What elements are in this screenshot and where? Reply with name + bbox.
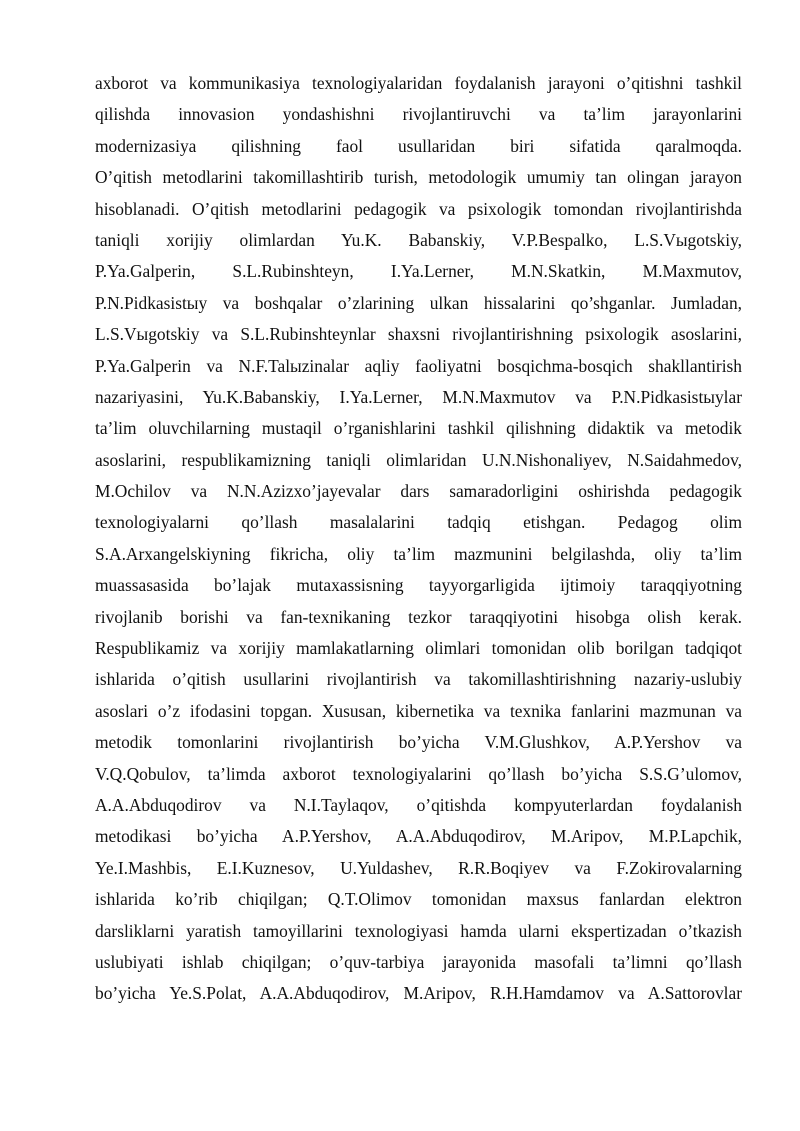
text-line: P.N.Pidkasistыy va boshqalar o’zlarining ulkan hissalarini qo’shganlar. Jumladan, — [95, 292, 742, 313]
text-line: V.Q.Qobulov, ta’limda axborot texnologiyalarini qo’llash bo’yicha S.S.G’ulomov, — [95, 763, 742, 784]
text-line: Respublikamiz va xorijiy mamlakatlarning olimlari tomonidan olib borilgan tadqiqot — [95, 638, 742, 659]
text-line: S.A.Arxangelskiyning fikricha, oliy ta’lim mazmunini belgilashda, oliy ta’lim — [95, 543, 742, 564]
text-line: A.A.Abduqodirov va N.I.Taylaqov, o’qitishda kompyuterlardan foydalanish — [95, 794, 742, 815]
text-line: hisoblanadi. O’qitish metodlarini pedagogik va psixologik tomondan rivojlantirishda — [95, 198, 742, 219]
text-line: M.Ochilov va N.N.Azizxo’jayevalar dars samaradorligini oshirishda pedagogik — [95, 481, 742, 502]
text-line: bo’yicha Ye.S.Polat, A.A.Abduqodirov, M.Aripov, R.H.Hamdamov va A.Sattorovlar — [95, 983, 742, 1004]
text-line: Ye.I.Mashbis, E.I.Kuznesov, U.Yuldashev, R.R.Boqiyev va F.Zokirovalarning — [95, 857, 742, 878]
text-line: O’qitish metodlarini takomillashtirib turish, metodologik umumiy tan olingan jarayon — [95, 167, 742, 188]
text-line: metodik tomonlarini rivojlantirish bo’yicha V.M.Glushkov, A.P.Yershov va — [95, 732, 742, 753]
text-line: asoslari o’z ifodasini topgan. Xususan, kibernetika va texnika fanlarini mazmunan va — [95, 700, 742, 721]
text-line: metodikasi bo’yicha A.P.Yershov, A.A.Abduqodirov, M.Aripov, M.P.Lapchik, — [95, 826, 742, 847]
text-line: rivojlanib borishi va fan-texnikaning tezkor taraqqiyotini hisobga olish kerak. — [95, 606, 742, 627]
text-line: P.Ya.Galperin va N.F.Talыzinalar aqliy faoliyatni bosqichma-bosqich shakllantirish — [95, 355, 742, 376]
text-line: uslubiyati ishlab chiqilgan; o’quv-tarbiya jarayonida masofali ta’limni qo’llash — [95, 951, 742, 972]
text-line: ishlarida o’qitish usullarini rivojlantirish va takomillashtirishning nazariy-uslubiy — [95, 669, 742, 690]
text-line: texnologiyalarni qo’llash masalalarini tadqiq etishgan. Pedagog olim — [95, 512, 742, 533]
document-page — [95, 68, 742, 1010]
text-line: nazariyasini, Yu.K.Babanskiy, I.Ya.Lerner, M.N.Maxmutov va P.N.Pidkasistыylar — [95, 386, 742, 407]
text-line: muassasasida bo’lajak mutaxassisning tayyorgarligida ijtimoiy taraqqiyotning — [95, 575, 742, 596]
text-line: modernizasiya qilishning faol usullaridan biri sifatida qaralmoqda. — [95, 135, 742, 156]
text-line: axborot va kommunikasiya texnologiyalaridan foydalanish jarayoni o’qitishni tashkil — [95, 73, 742, 93]
text-line: darsliklarni yaratish tamoyillarini texnologiyasi hamda ularni ekspertizadan o’tkazish — [95, 920, 742, 941]
text-line: taniqli xorijiy olimlardan Yu.K. Babanskiy, V.P.Bespalko, L.S.Vыgotskiy, — [95, 229, 742, 250]
text-line: ta’lim oluvchilarning mustaqil o’rganishlarini tashkil qilishning didaktik va metodik — [95, 418, 742, 439]
text-line: qilishda innovasion yondashishni rivojlantiruvchi va ta’lim jarayonlarini — [95, 104, 742, 125]
text-line: asoslarini, respublikamizning taniqli olimlaridan U.N.Nishonaliyev, N.Saidahmedov, — [95, 449, 742, 470]
text-line: ishlarida ko’rib chiqilgan; Q.T.Olimov tomonidan maxsus fanlardan elektron — [95, 889, 742, 910]
text-line: P.Ya.Galperin, S.L.Rubinshteyn, I.Ya.Lerner, M.N.Skatkin, M.Maxmutov, — [95, 261, 742, 282]
text-line: L.S.Vыgotskiy va S.L.Rubinshteynlar shaxsni rivojlantirishning psixologik asoslarini, — [95, 324, 742, 345]
